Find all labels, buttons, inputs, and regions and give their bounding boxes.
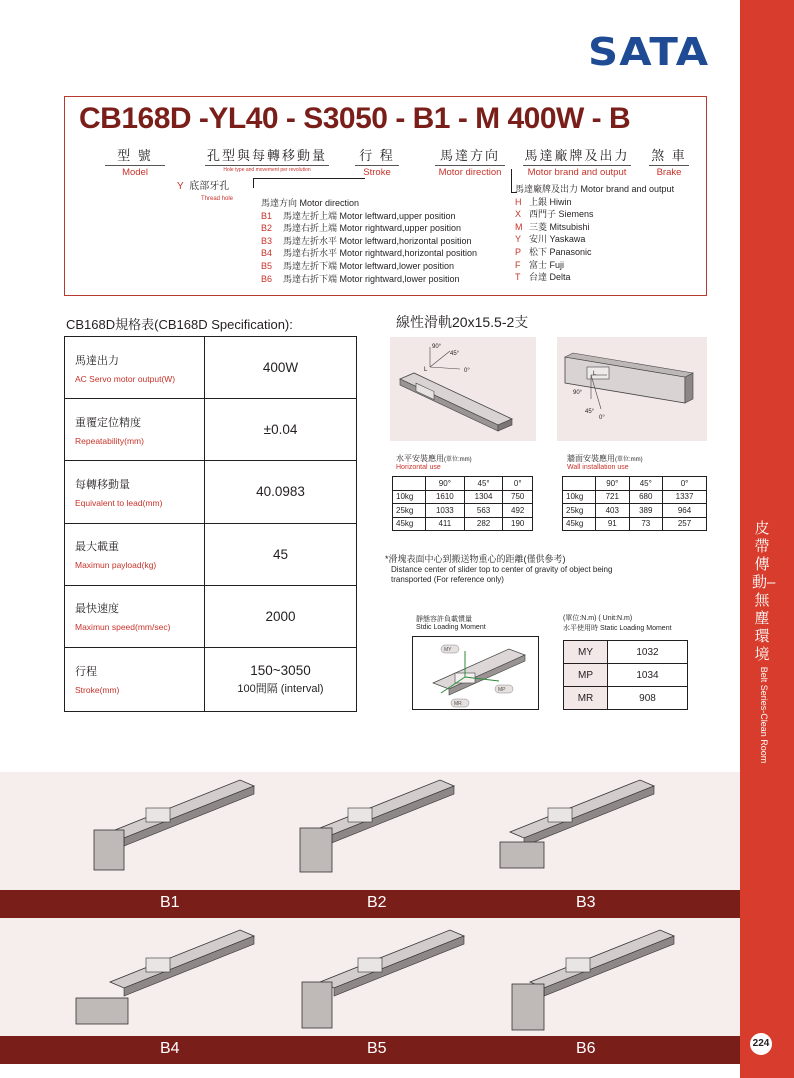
- table-row: MP 1034: [564, 664, 688, 687]
- connector-thread: [253, 178, 365, 188]
- list-item: B2 馬達右折上端 Motor rightward,upper position: [261, 223, 462, 234]
- variant-label-b6: B6: [576, 1040, 596, 1057]
- table-row: 每轉移動量 Equivalent to lead(mm) 40.0983: [65, 461, 357, 523]
- svg-text:45°: 45°: [450, 351, 460, 357]
- label-hole-type: 孔型與每轉移動量 Hole type and movement per revolution: [206, 148, 327, 173]
- moment-table-title: (單位:N.m) ( Unit:N.m) 水平使用時 Static Loading Moment: [563, 615, 672, 632]
- wall-diagram: [557, 337, 707, 441]
- page-number: 224: [750, 1033, 772, 1055]
- svg-text:90°: 90°: [432, 344, 442, 350]
- horizontal-diagram: [390, 337, 536, 441]
- table-row: 90° 45° 0°: [563, 477, 707, 491]
- variant-b1-image: [94, 780, 254, 870]
- list-item: B1 馬達左折上端 Motor leftward,upper position: [261, 210, 456, 221]
- wall-load-table: [562, 476, 707, 531]
- svg-text:MR: MR: [454, 701, 462, 707]
- list-item: T 台達 Delta: [515, 272, 571, 283]
- svg-text:90°: 90°: [573, 390, 583, 396]
- label-brake: 煞 車 Brake: [649, 145, 689, 178]
- variant-label-b1: B1: [160, 894, 180, 911]
- table-row: 25kg 1033 563 492: [393, 504, 533, 518]
- table-row: 行程 Stroke(mm) 150~3050 100間隔 (interval): [65, 647, 357, 711]
- svg-text:0°: 0°: [599, 415, 605, 421]
- table-row: 10kg 721 680 1337: [563, 490, 707, 504]
- variant-images-bottom: [0, 918, 740, 1036]
- table-row: MR 908: [564, 687, 688, 710]
- static-moment-diagram: [412, 636, 539, 710]
- variant-bar-top: [0, 890, 740, 918]
- label-motor-brand: 馬達廠牌及出力 Motor brand and output: [524, 148, 630, 178]
- moment-table: [563, 640, 688, 710]
- variant-label-b5: B5: [367, 1040, 387, 1057]
- list-item: Y 安川 Yaskawa: [515, 234, 586, 245]
- svg-text:0°: 0°: [464, 368, 470, 374]
- label-model: 型 號 Model: [105, 145, 165, 178]
- horizontal-table-title: 水平安裝應用(單位:mm) Horizontal use: [396, 454, 472, 471]
- rail-heading: 線性滑軌20x15.5-2支: [396, 314, 529, 330]
- wall-table-title: 牆面安裝應用(單位:mm) Wall installation use: [567, 454, 643, 471]
- brand-logo: SATA: [588, 30, 710, 74]
- list-item: B6 馬達右折下端 Motor rightward,lower position: [261, 273, 460, 284]
- variant-label-b3: B3: [576, 894, 596, 911]
- reference-note: *滑塊表面中心到搬送物重心的距離(僅供參考) Distance center of slider top to center of gravity of object being transported (For reference only): [385, 554, 613, 584]
- label-stroke: 行 程 Stroke: [355, 145, 399, 178]
- variant-b3-image: [500, 780, 654, 868]
- label-motor-direction: 馬達方向 Motor direction: [435, 145, 505, 178]
- table-row: 45kg 411 282 190: [393, 517, 533, 531]
- thread-option: Y 底部牙孔 Thread hole: [177, 181, 234, 202]
- list-item: B4 馬達右折水平 Motor rightward,horizontal position: [261, 248, 478, 259]
- svg-text:MY: MY: [444, 647, 452, 653]
- table-row: 馬達出力 AC Servo motor output(W) 400W: [65, 337, 357, 399]
- variant-b4-image: [76, 930, 254, 1024]
- table-row: 25kg 403 389 964: [563, 504, 707, 518]
- variant-b2-image: [300, 780, 454, 872]
- section-title-en: Belt Series-Clean Room: [759, 666, 769, 764]
- variant-b6-image: [512, 930, 674, 1030]
- list-item: F 富士 Fuji: [515, 259, 565, 270]
- list-item: X 西門子 Siemens: [515, 209, 594, 220]
- model-code: CB168D -YL40 - S3050 - B1 - M 400W - B: [79, 102, 631, 135]
- table-row: 10kg 1610 1304 750: [393, 490, 533, 504]
- svg-text:L: L: [593, 371, 597, 377]
- motor-direction-list: 馬達方向 Motor direction B1 馬達左折上端 Motor leftward,upper position B2 馬達右折上端 Motor rightward,upper position B3 馬達左折水平 Motor leftward,horizontal position B4 馬達右折水平 Motor rightward,horizontal position B5 馬達左折下端 Motor leftward,lower position B6 馬達右折下端 Motor rightward,lower position: [261, 198, 478, 284]
- table-row: 45kg 91 73 257: [563, 517, 707, 531]
- motor-brand-list: 馬達廠牌及出力 Motor brand and output H 上銀 Hiwin X 西門子 Siemens M 三菱 Mitsubishi Y 安川 Yaskawa P 松下 Panasonic F 富士 Fuji T 台達 Delta: [515, 184, 675, 283]
- table-row: 最快速度 Maximun speed(mm/sec) 2000: [65, 585, 357, 647]
- horizontal-load-table: [392, 476, 533, 531]
- variant-images-top: [0, 772, 740, 890]
- variant-label-b4: B4: [160, 1040, 180, 1057]
- svg-text:45°: 45°: [585, 409, 595, 415]
- svg-text:L: L: [424, 367, 428, 373]
- list-item: B3 馬達左折水平 Motor leftward,horizontal position: [261, 235, 472, 246]
- variant-b5-image: [302, 930, 464, 1028]
- static-moment-title: 靜態容許負載慣量 Stdic Loading Moment: [416, 616, 486, 631]
- list-item: B5 馬達左折下端 Motor leftward,lower position: [261, 260, 455, 271]
- table-row: 90° 45° 0°: [393, 477, 533, 491]
- section-title-cn: 皮帶傳動–無塵環境: [752, 520, 776, 663]
- variant-label-b2: B2: [367, 894, 387, 911]
- list-item: H 上銀 Hiwin: [515, 196, 572, 207]
- list-item: M 三菱 Mitsubishi: [515, 221, 590, 232]
- model-code-box: [64, 96, 707, 296]
- table-row: 重覆定位精度 Repeatability(mm) ±0.04: [65, 399, 357, 461]
- table-row: 最大載重 Maximun payload(kg) 45: [65, 523, 357, 585]
- spec-heading: CB168D規格表(CB168D Specification):: [66, 317, 293, 332]
- svg-text:MP: MP: [498, 687, 506, 693]
- variant-bar-bottom: [0, 1036, 740, 1064]
- table-row: MY 1032: [564, 641, 688, 664]
- spec-table: [64, 336, 357, 712]
- list-item: P 松下 Panasonic: [515, 246, 592, 257]
